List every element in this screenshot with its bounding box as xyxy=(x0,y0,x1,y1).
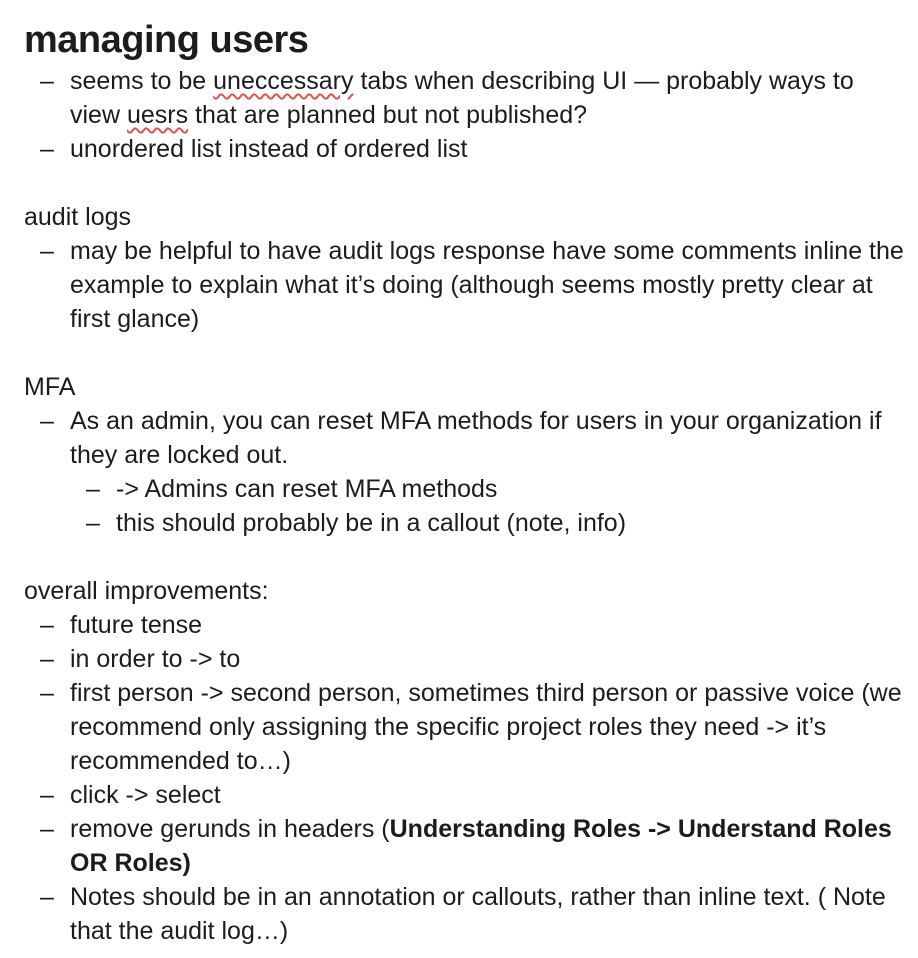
list-item: – remove gerunds in headers (Understanding Roles -> Understand Roles OR Roles) xyxy=(24,812,904,880)
list-item: – As an admin, you can reset MFA methods for users in your organization if they are locked out. – -> Admins can reset MFA methods – this should probably be in a callout (note, info) xyxy=(24,404,904,540)
dash-bullet: – xyxy=(40,135,54,163)
list-item: – Notes should be in an annotation or callouts, rather than inline text. ( Note that the audit log…) xyxy=(24,880,904,948)
list-item: – first person -> second person, sometimes third person or passive voice (we recommend only assigning the specific project roles they need -> it’s recommended to…) xyxy=(24,676,904,778)
note-title: managing users xyxy=(24,19,309,61)
dash-bullet: – xyxy=(40,781,54,809)
dash-bullet: – xyxy=(40,407,54,435)
misspelled-word[interactable]: uneccessary xyxy=(213,67,354,95)
list-item: – this should probably be in a callout (note, info) xyxy=(70,506,904,540)
dash-bullet: – xyxy=(40,645,54,673)
mfa-sublist xyxy=(70,472,904,540)
dash-bullet: – xyxy=(40,679,54,707)
list-item: – may be helpful to have audit logs response have some comments inline the example to explain what it’s doing (although seems mostly pretty clear at first glance) xyxy=(24,234,904,336)
audit-list xyxy=(24,234,904,336)
dash-bullet: – xyxy=(40,67,54,95)
list-item: – in order to -> to xyxy=(24,642,904,676)
blank-line xyxy=(24,166,904,200)
misspelled-word[interactable]: uesrs xyxy=(126,101,189,129)
blank-line xyxy=(24,336,904,370)
section-heading-audit: audit logs xyxy=(24,203,132,231)
mfa-list xyxy=(24,404,904,540)
dash-bullet: – xyxy=(40,237,54,265)
dash-bullet: – xyxy=(86,475,100,503)
blank-line xyxy=(24,540,904,574)
list-item: – click -> select xyxy=(24,778,904,812)
note-body[interactable] xyxy=(24,16,904,948)
users-list xyxy=(24,64,904,166)
list-item: – seems to be uneccessary tabs when describing UI — probably ways to view uesrs that are planned but not published? xyxy=(24,64,904,132)
dash-bullet: – xyxy=(40,815,54,843)
dash-bullet: – xyxy=(86,509,100,537)
overall-list xyxy=(24,608,904,948)
section-heading-overall: overall improvements: xyxy=(24,577,269,605)
bold-text: Understanding Roles -> Understand Roles OR Roles) xyxy=(70,815,892,877)
section-heading-mfa: MFA xyxy=(24,373,76,401)
list-item: – future tense xyxy=(24,608,904,642)
dash-bullet: – xyxy=(40,883,54,911)
dash-bullet: – xyxy=(40,611,54,639)
list-item: – -> Admins can reset MFA methods xyxy=(70,472,904,506)
list-item: – unordered list instead of ordered list xyxy=(24,132,904,166)
